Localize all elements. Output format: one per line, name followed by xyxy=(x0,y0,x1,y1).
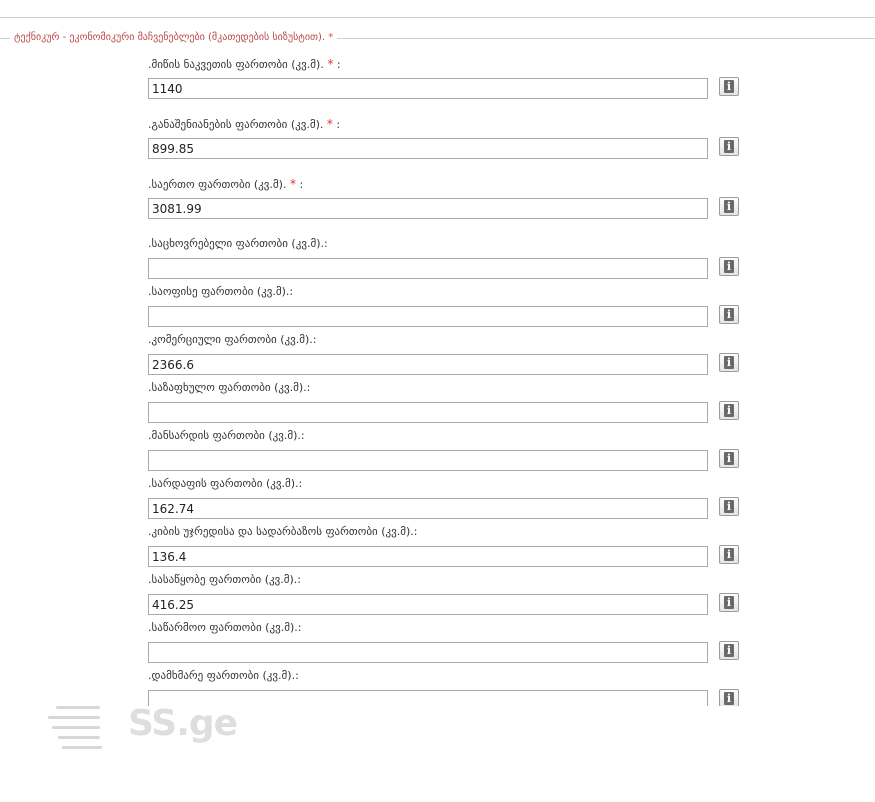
field-label-text: .სასაწყობე ფართობი (კვ.მ).: xyxy=(148,573,302,586)
field-label-text: .მანსარდის ფართობი (კვ.მ).: xyxy=(148,429,305,442)
info-icon: i xyxy=(724,356,734,369)
land-plot-area-input[interactable] xyxy=(148,78,708,99)
stairwell-area-input[interactable] xyxy=(148,546,708,567)
info-icon: i xyxy=(724,404,734,417)
built-up-area-input[interactable] xyxy=(148,138,708,159)
total-area-input[interactable] xyxy=(148,198,708,219)
required-mark: * xyxy=(326,117,333,131)
info-button-production-area[interactable] xyxy=(719,641,739,660)
field-label-summer-area xyxy=(148,381,310,395)
field-label-text: .საერთო ფართობი (კვ.მ). xyxy=(148,178,287,191)
info-icon: i xyxy=(724,80,734,93)
info-icon: i xyxy=(724,692,734,705)
summer-area-input[interactable] xyxy=(148,402,708,423)
info-button-built-up-area[interactable] xyxy=(719,137,739,156)
field-label-text: .კიბის უჯრედისა და სადარბაზოს ფართობი (კვ.მ).: xyxy=(148,525,418,538)
section-legend-text: ტექნიკურ - ეკონომიკური მაჩვენებლები (მკათედების სიზუსტით). xyxy=(14,32,326,43)
basement-area-input[interactable] xyxy=(148,498,708,519)
field-label-text: .სარდაფის ფართობი (კვ.მ).: xyxy=(148,477,303,490)
field-label-attic-area xyxy=(148,429,305,443)
info-button-attic-area[interactable] xyxy=(719,449,739,468)
field-label-stairwell-area xyxy=(148,525,418,539)
field-label-text: .საოფისე ფართობი (კვ.მ).: xyxy=(148,285,294,298)
info-button-office-area[interactable] xyxy=(719,305,739,324)
attic-area-input[interactable] xyxy=(148,450,708,471)
production-area-input[interactable] xyxy=(148,642,708,663)
section-required-mark: * xyxy=(328,32,334,43)
field-label-text: .დამხმარე ფართობი (კვ.მ).: xyxy=(148,669,299,682)
info-button-commercial-area[interactable] xyxy=(719,353,739,372)
info-icon: i xyxy=(724,548,734,561)
info-icon: i xyxy=(724,200,734,213)
required-mark: * xyxy=(289,177,296,191)
info-button-basement-area[interactable] xyxy=(719,497,739,516)
label-suffix: : xyxy=(295,178,304,191)
residential-area-input[interactable] xyxy=(148,258,708,279)
watermark-text: SS.ge xyxy=(128,703,238,744)
office-area-input[interactable] xyxy=(148,306,708,327)
ss-ge-watermark xyxy=(48,700,248,756)
info-icon: i xyxy=(724,644,734,657)
field-label-text: .კომერციული ფართობი (კვ.მ).: xyxy=(148,333,317,346)
field-label-text: .მიწის ნაკვეთის ფართობი (კვ.მ). xyxy=(148,58,324,71)
field-label-residential-area xyxy=(148,237,328,251)
label-suffix: : xyxy=(333,58,341,71)
top-divider xyxy=(0,17,875,18)
required-mark: * xyxy=(327,57,334,71)
info-button-total-area[interactable] xyxy=(719,197,739,216)
field-label-text: .განაშენიანების ფართობი (კვ.მ). xyxy=(148,118,324,131)
info-icon: i xyxy=(724,308,734,321)
field-label-text: .საცხოვრებელი ფართობი (კვ.მ).: xyxy=(148,237,328,250)
info-icon: i xyxy=(724,452,734,465)
field-label-text: .საზაფხულო ფართობი (კვ.მ).: xyxy=(148,381,311,394)
info-icon: i xyxy=(724,500,734,513)
info-icon: i xyxy=(724,260,734,273)
field-label-warehouse-area xyxy=(148,573,301,587)
info-button-land-plot-area[interactable] xyxy=(719,77,739,96)
field-label-office-area xyxy=(148,285,293,299)
info-button-summer-area[interactable] xyxy=(719,401,739,420)
field-label-commercial-area xyxy=(148,333,317,347)
info-button-stairwell-area[interactable] xyxy=(719,545,739,564)
info-icon: i xyxy=(724,140,734,153)
field-label-total-area xyxy=(148,177,303,192)
label-suffix: : xyxy=(332,118,341,131)
commercial-area-input[interactable] xyxy=(148,354,708,375)
warehouse-area-input[interactable] xyxy=(148,594,708,615)
info-icon: i xyxy=(724,596,734,609)
field-label-basement-area xyxy=(148,477,302,491)
field-label-text: .საწარმოო ფართობი (კვ.მ).: xyxy=(148,621,302,634)
section-legend xyxy=(10,30,337,46)
info-button-residential-area[interactable] xyxy=(719,257,739,276)
field-label-production-area xyxy=(148,621,301,635)
field-label-built-up-area xyxy=(148,117,340,132)
field-label-auxiliary-area xyxy=(148,669,299,683)
watermark-logo-icon xyxy=(48,704,108,750)
field-label-land-plot-area xyxy=(148,57,341,72)
info-button-warehouse-area[interactable] xyxy=(719,593,739,612)
